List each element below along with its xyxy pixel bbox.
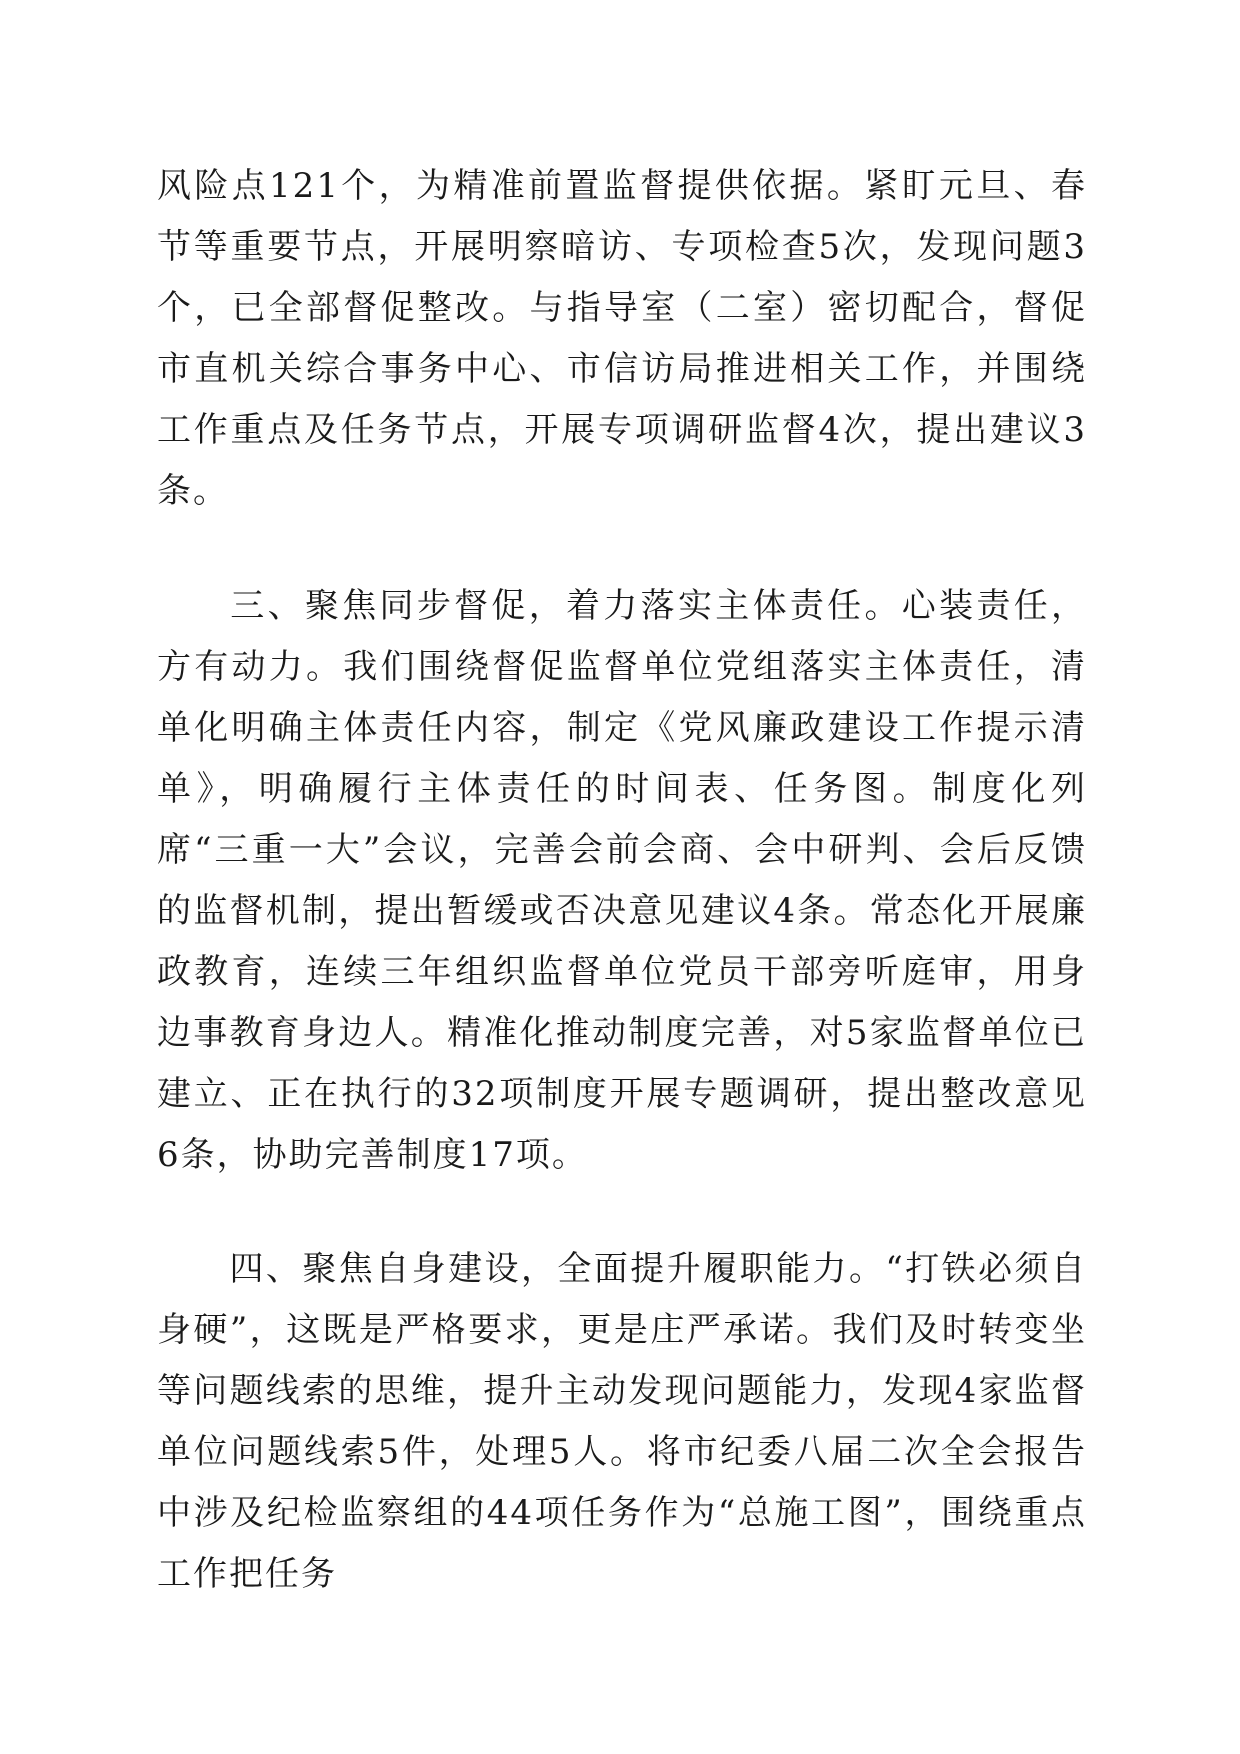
paragraph-section-four <box>157 1239 1087 1605</box>
paragraph-section-three <box>157 576 1087 1186</box>
paragraph-continued <box>157 156 1087 522</box>
paragraph-text: 三、聚焦同步督促，着力落实主体责任。心装责任，方有动力。我们围绕督促监督单位党组落实主体责任，清单化明确主体责任内容，制定《党风廉政建设工作提示清单》，明确履行主体责任的时间表、任务图。制度化列席“三重一大”会议，完善会前会商、会中研判、会后反馈的监督机制，提出暂缓或否决意见建议4条。常态化开展廉政教育，连续三年组织监督单位党员干部旁听庭审，用身边事教育身边人。精准化推动制度完善，对5家监督单位已建立、正在执行的32项制度开展专题调研，提出整改意见6条，协助完善制度17项。 <box>157 586 1087 1175</box>
paragraph-text: 四、聚焦自身建设，全面提升履职能力。“打铁必须自身硬”，这既是严格要求，更是庄严承诺。我们及时转变坐等问题线索的思维，提升主动发现问题能力，发现4家监督单位问题线索5件，处理5人。将市纪委八届二次全会报告中涉及纪检监察组的44项任务作为“总施工图”，围绕重点工作把任务 <box>157 1249 1087 1594</box>
paragraph-text: 风险点121个，为精准前置监督提供依据。紧盯元旦、春节等重要节点，开展明察暗访、专项检查5次，发现问题3个，已全部督促整改。与指导室（二室）密切配合，督促市直机关综合事务中心、市信访局推进相关工作，并围绕工作重点及任务节点，开展专项调研监督4次，提出建议3条。 <box>157 166 1087 511</box>
